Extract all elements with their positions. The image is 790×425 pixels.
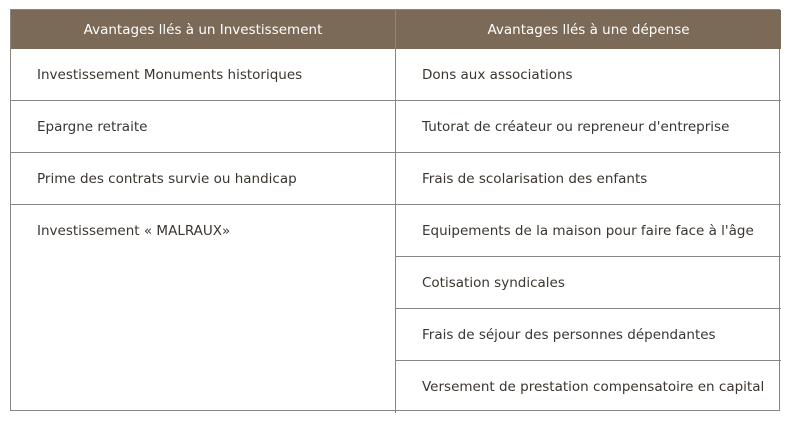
expense-item: Frais de séjour des personnes dépendantes (396, 309, 781, 361)
investment-item: Investissement Monuments historiques (11, 49, 396, 101)
investment-item: Epargne retraite (11, 101, 396, 153)
investment-item: Prime des contrats survie ou handicap (11, 153, 396, 205)
expense-item: Versement de prestation compensatoire en capital (422, 379, 765, 395)
expense-item: Tutorat de créateur ou repreneur d'entreprise (396, 101, 781, 153)
expense-item: Dons aux associations (396, 49, 781, 101)
expense-item: Equipements de la maison pour faire face à l'âge (396, 205, 781, 257)
investment-item: Investissement « MALRAUX» (11, 205, 396, 413)
expense-item: Frais de scolarisation des enfants (396, 153, 781, 205)
header-investment: Avantages llés à un Investissement (11, 10, 396, 49)
expense-item: Cotisation syndicales (396, 257, 781, 309)
header-expense: Avantages llés à une dépense (396, 10, 781, 49)
benefits-table (10, 9, 780, 411)
